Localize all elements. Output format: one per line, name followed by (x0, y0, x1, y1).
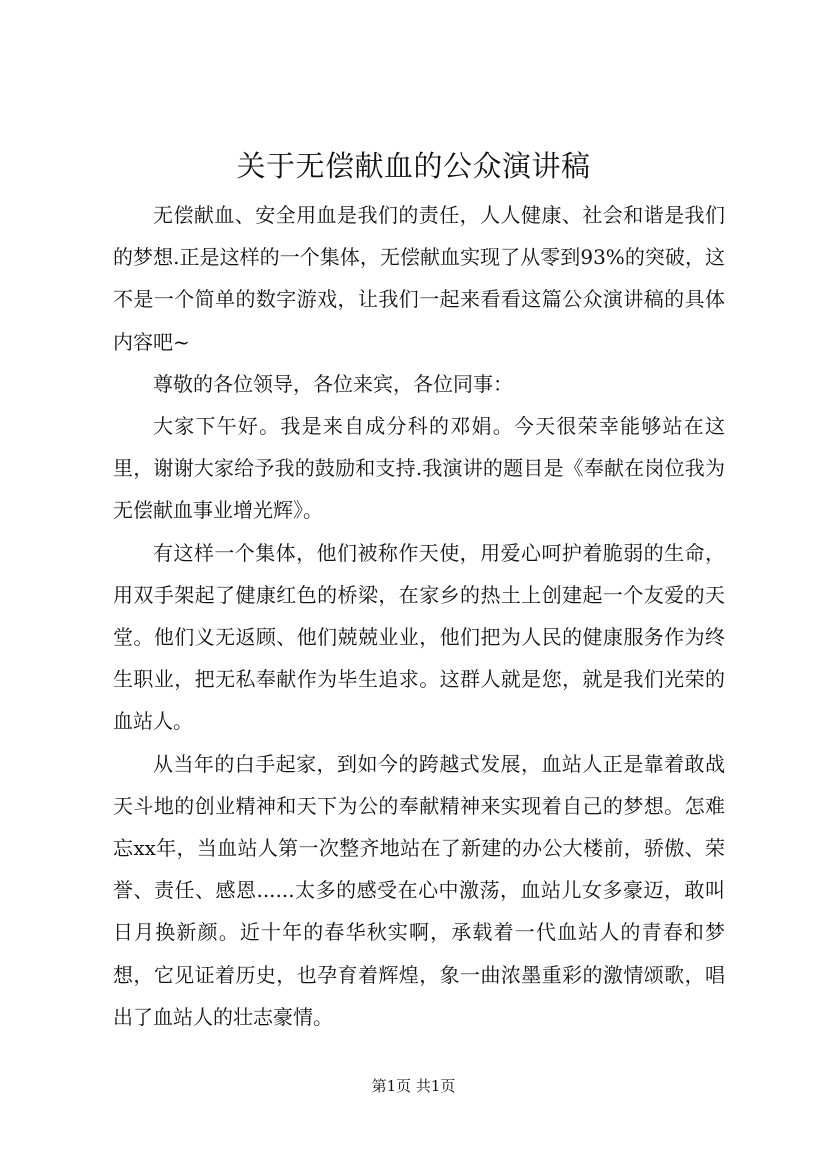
paragraph-greeting: 大家下午好。我是来自成分科的邓娟。今天很荣幸能够站在这里，谢谢大家给予我的鼓励和支持.我演讲的题目是《奉献在岗位我为无偿献血事业增光辉》。 (113, 414, 725, 523)
paragraph-salutation: 尊敬的各位领导，各位来宾，各位同事： (153, 371, 513, 396)
document-body (113, 194, 725, 1038)
paragraph-collective: 有这样一个集体，他们被称作天使，用爱心呵护着脆弱的生命，用双手架起了健康红色的桥梁，在家乡的热土上创建起一个友爱的天堂。他们义无返顾、他们兢兢业业，他们把为人民的健康服务作为终生职业，把无私奉献作为毕生追求。这群人就是您，就是我们光荣的血站人。 (113, 540, 725, 734)
page-footer: 第1页 共1页 (371, 1077, 456, 1095)
paragraph-intro: 无偿献血、安全用血是我们的责任，人人健康、社会和谐是我们的梦想.正是这样的一个集体，无偿献血实现了从零到93%的突破，这不是一个简单的数字游戏，让我们一起来看看这篇公众演讲稿的具体内容吧~ (113, 203, 725, 354)
paragraph-history: 从当年的白手起家，到如今的跨越式发展，血站人正是靠着敢战天斗地的创业精神和天下为公的奉献精神来实现着自己的梦想。怎难忘xx年，当血站人第一次整齐地站在了新建的办公大楼前，骄傲、荣誉、责任、感恩......太多的感受在心中激荡，血站儿女多豪迈，敢叫日月换新颜。近十年的春华秋实啊，承载着一代血站人的青春和梦想，它见证着历史，也孕育着辉煌，象一曲浓墨重彩的激情颂歌，唱出了血站人的壮志豪情。 (113, 751, 725, 1029)
document-title: 关于无偿献血的公众演讲稿 (236, 149, 591, 183)
